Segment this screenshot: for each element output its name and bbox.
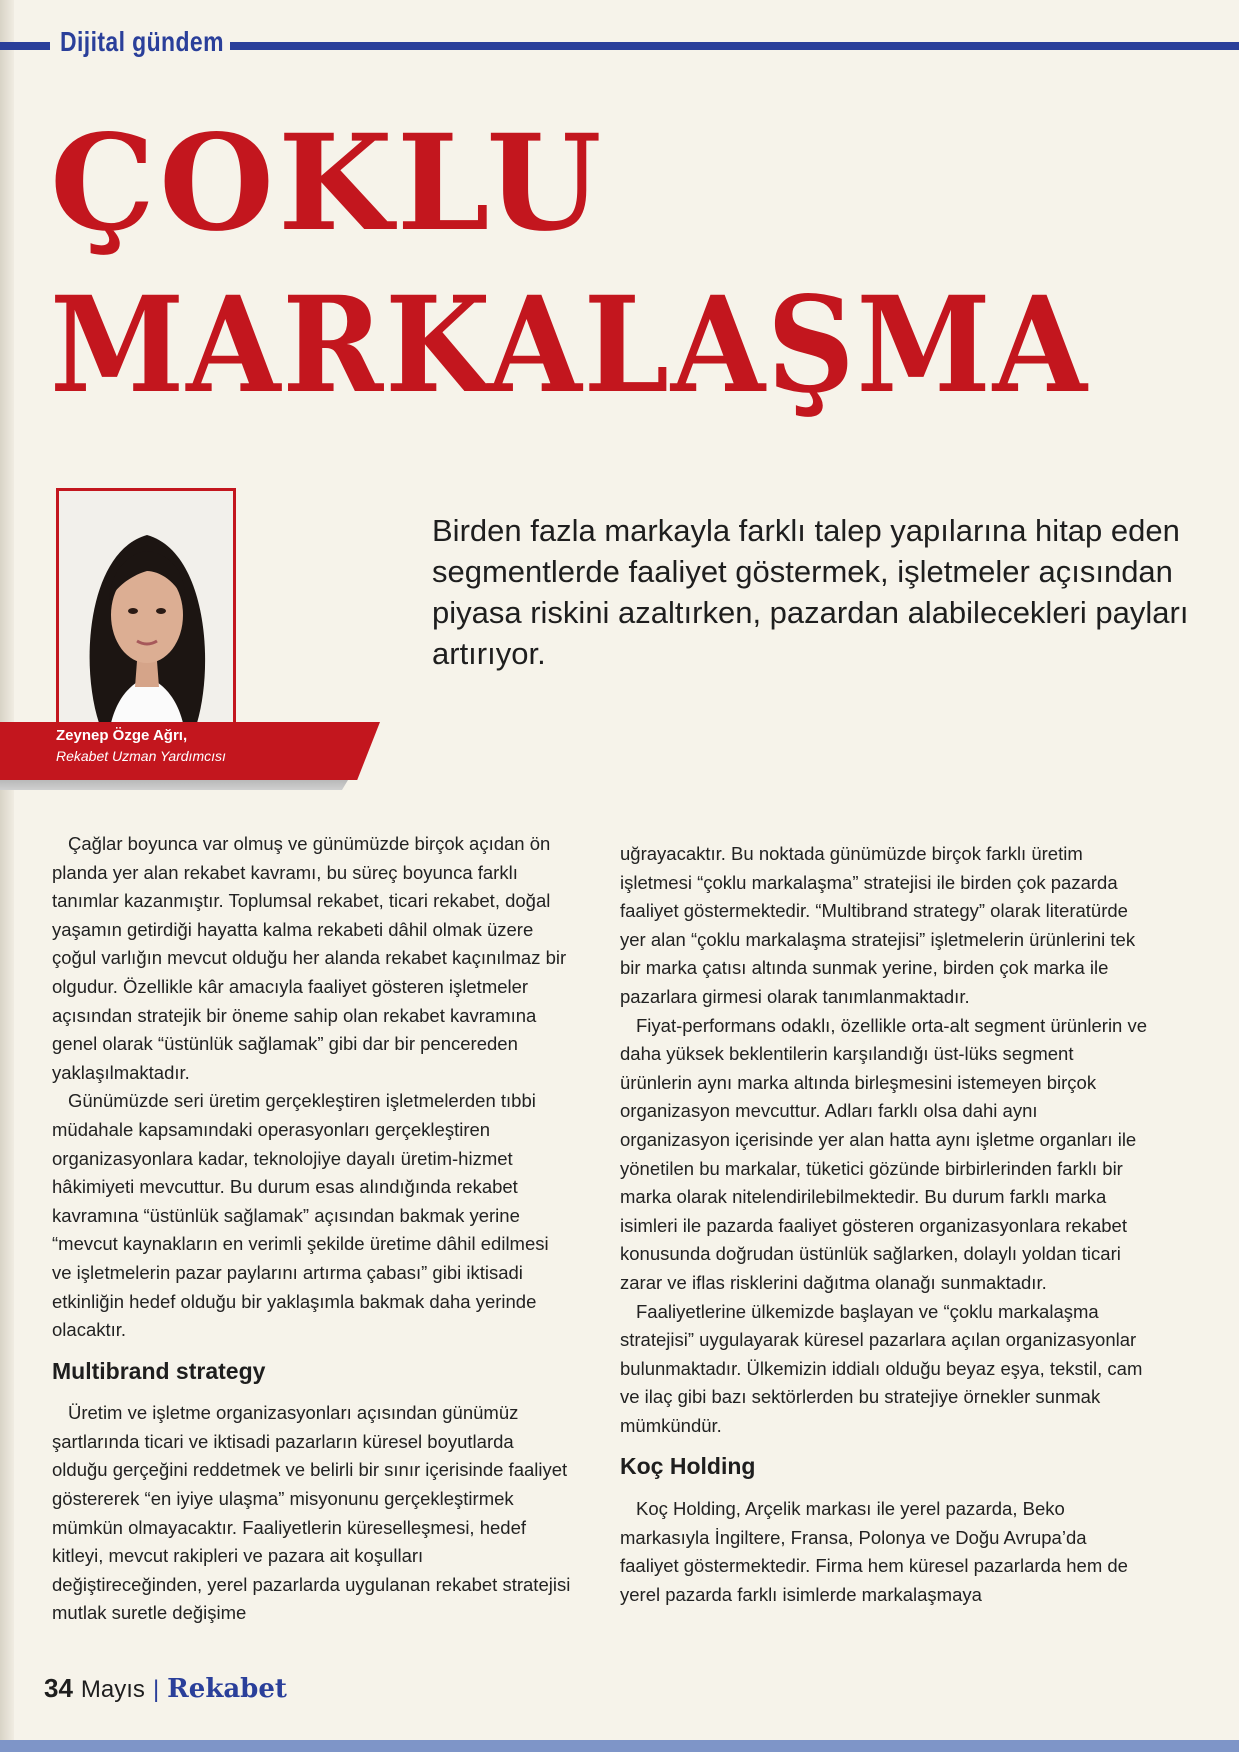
page-footer [44,1673,287,1704]
author-portrait-image [59,491,233,723]
section-tag: Dijital gündem [60,26,224,57]
page-title [50,106,1230,423]
title-line-2: MARKALAŞMA [50,268,1089,423]
paragraph: Çağlar boyunca var olmuş ve günümüzde birçok açıdan ön planda yer alan rekabet kavramı, bu süreç boyunca farklı tanımlar kazanmıştır. Toplumsal rekabet, ticari rekabet, doğal yaşamın getirdiği hayatta kalma rekabeti dâhil olmak üzere çoğul varlığın mevcut olduğu her alanda rekabet kaçınılmaz bir olgudur. Özellikle kâr amacıyla faaliyet gösteren işletmeler açısından stratejik bir öneme sahip olan rekabet kavramına genel olarak “üstünlük sağlamak” gibi dar bir pencereden yaklaşılmaktadır. [52,833,567,1083]
paragraph: Üretim ve işletme organizasyonları açısından günümüz şartlarında ticari ve iktisadi pazarların küresel boyutlarda olduğu gerçeğini reddetmek ve belirli bir sınır içerisinde faaliyet göstererek “en iyiye ulaşma” misyonunu gerçekleştirmek mümkün olmayacaktır. Faaliyetlerin küreselleşmesi, hedef kitleyi, mevcut rakipleri ve pazara ait koşulları değiştireceğinden, yerel pazarlarda uygulanan rekabet stratejisi mutlak suretle değişime [52,1402,571,1624]
paragraph: uğrayacaktır. Bu noktada günümüzde birçok farklı üretim işletmesi “çoklu markalaşma” stratejisi ile birden çok pazarda faaliyet göstermektedir. “Multibrand strategy” olarak literatürde yer alan “çoklu markalaşma stratejisi” işletmelerin ürünlerini tek bir marka çatısı altında sunmak yerine, birden çok marka ile pazarlara girmesi olarak tanımlanmaktadır. [620,843,1136,1007]
subheading-multibrand: Multibrand strategy [52,1357,266,1384]
issue-month: Mayıs [80,1676,145,1703]
page-gutter [0,0,14,1752]
subheading-koc-holding: Koç Holding [620,1453,756,1480]
paragraph: Koç Holding, Arçelik markası ile yerel pazarda, Beko markasıyla İngiltere, Fransa, Polonya ve Doğu Avrupa’da faaliyet göstermektedir. Firma hem küresel pazarlarda hem de yerel pazarda farklı isimlerde markalaşmaya [620,1498,1128,1605]
title-line-1: ÇOKLU [50,106,606,261]
author-photo [56,488,236,726]
paragraph: Günümüzde seri üretim gerçekleştiren işletmelerden tıbbi müdahale kapsamındaki operasyonları gerçekleştiren organizasyonlara kadar, teknolojiye dayalı üretim-hizmet hâkimiyeti mevcuttur. Bu durum esas alındığında rekabet kavramına “üstünlük sağlamak” açısından bakmak yerine “mevcut kaynakların en verimli şekilde üretime dâhil edilmesi ve işletmelerin pazar paylarını artırma çabası” gibi iktisadi etkinliğin hedef olduğu bir yaklaşımla bakmak daha yerinde olacaktır. [52,1090,549,1341]
lead-paragraph: Birden fazla markayla farklı talep yapılarına hitap eden segmentlerde faaliyet göstermek, işletmeler açısından piyasa riskini azaltırken, pazardan alabilecekleri payları artırıyor. [432,513,1189,671]
footer-separator: | [152,1676,160,1703]
article-column-right [620,840,1150,1609]
article-column-left [52,830,572,1628]
paragraph: Faaliyetlerine ülkemizde başlayan ve “çoklu markalaşma stratejisi” uygulayarak küresel pazarlara açılan organizasyonlar bulunmaktadır. Ülkemizin iddialı olduğu beyaz eşya, tekstil, cam ve ilaç gibi bazı sektörlerden bu stratejiye örnekler sunmak mümkündür. [620,1300,1143,1436]
header-rule-left [0,42,50,50]
bottom-rule [0,1740,1239,1752]
author-name: Zeynep Özge Ağrı, [56,727,188,744]
header-rule-right [230,42,1239,50]
page-number: 34 [44,1673,73,1703]
paragraph: Fiyat-performans odaklı, özellikle orta-alt segment ürünlerin ve daha yüksek beklentilerin karşılandığı üst-lüks segment ürünlerin aynı marka altında birleşmesini istemeyen birçok organizasyon mevcuttur. Adları farklı olsa dahi aynı organizasyon içerisinde yer alan hatta aynı işletme organları ile yönetilen bu markalar, tüketici gözünde birbirlerinden farklı bir marka olarak nitelendirilebilmektedir. Bu durum farklı marka isimleri ile pazarda faaliyet gösteren organizasyonlara rekabet konusunda doğrudan üstünlük sağlarken, dolaylı yoldan ticari zarar ve iflas risklerini dağıtma olanağı sunmaktadır. [620,1014,1148,1293]
magazine-name: Rekabet [167,1674,287,1704]
author-role: Rekabet Uzman Yardımcısı [56,748,226,764]
